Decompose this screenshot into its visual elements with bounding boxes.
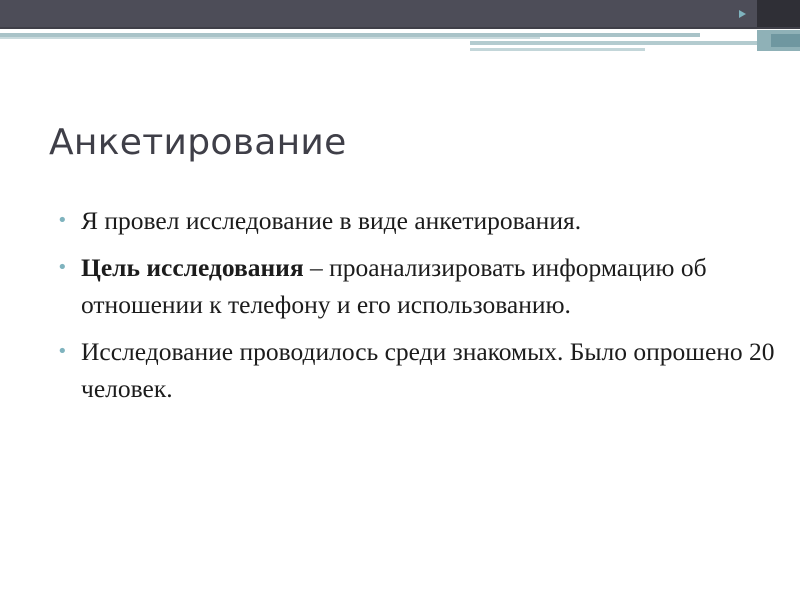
bullet-item [57,202,777,239]
bullet-text: Я провел исследование в виде анкетирования. [81,206,582,235]
bullet-list [57,202,777,417]
corner-block [771,34,800,47]
bullet-icon: • [57,341,68,362]
header-bar-edge [0,27,800,29]
corner-block [757,0,800,27]
header-corner-blocks [757,0,800,51]
bullet-item [57,249,777,323]
bullet-icon: • [57,210,68,231]
triangle-icon [739,10,746,18]
header-stripe [0,37,540,39]
slide-title: Анкетирование [49,122,347,163]
bullet-text: – проанализировать информацию об отношении к телефону и его использованию. [81,253,707,319]
header-stripe [470,48,645,51]
bullet-icon: • [57,257,68,278]
header-bar [0,0,800,27]
bullet-text: Исследование проводилось среди знакомых. Было опрошено 20 человек. [81,337,775,403]
header-stripe [470,41,800,45]
bullet-item [57,333,777,407]
bullet-bold-lead: Цель исследования [81,253,304,282]
